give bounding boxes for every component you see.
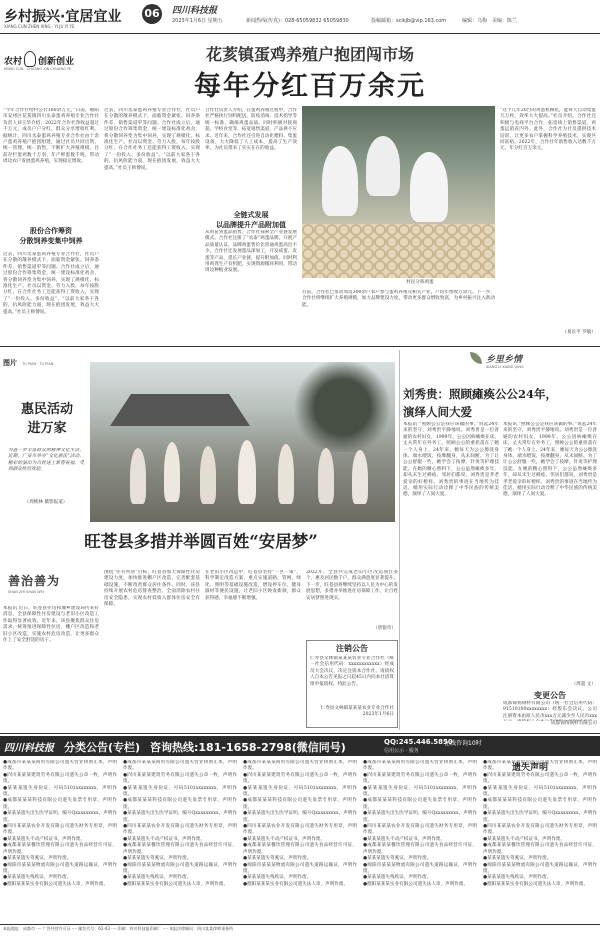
classified-item: ●绵阳市某某某物流有限公司遗失道路运输证，声明作废。 bbox=[123, 862, 237, 874]
culture-title-line2: 进万家 bbox=[27, 421, 67, 436]
housing-badge bbox=[4, 566, 92, 602]
classified-item: ●某某某遗失驾驶证，声明作废。 bbox=[483, 856, 552, 862]
page-footer: 本报地址：成都市 ···· 广告经营许可证 ···· 邮发代号：61-43 ···· 印刷：四川科技报印刷厂 ···· 本报法律顾问：四川某某律师事务所 bbox=[3, 926, 234, 931]
housing-col4: 2022年，全县共完成老旧小区改造项目多个，惠及居民数千户，群众满意度显著提升。下一步，旺苍县将继续坚持以人民为中心的发展思想，多措并举推进住房保障工作，让百姓安居梦照进现实。 bbox=[306, 570, 398, 601]
classified-item: ●某某某遗失残疾证，声明作废。 bbox=[243, 875, 312, 881]
classified-item: ●成都市某某某商贸有限公司遗失营业执照正本，声明作废。 bbox=[363, 760, 477, 772]
classified-item: ●某某某遗失不动产权证书，声明作废。 bbox=[3, 836, 86, 842]
classified-item: ●成都某某某科技有限公司遗失发票专用章，声明作废。 bbox=[123, 798, 237, 810]
classified-item: ●某某某遗失驾驶证，声明作废。 bbox=[363, 856, 432, 862]
xiangli-headline-line2: 演绎人间大爱 bbox=[403, 405, 472, 419]
housing-col1: 本报讯 近日，旺苍县住房和城乡建设局传来好消息，全县保障性住房建设与老旧小区改造工作取得显著成效。近年来，该县聚焦群众住房需求，统筹推进保障性住房、棚户区改造和老旧小区改造，实施农村危房改造，让更多群众住上了安全舒适的房子。 bbox=[3, 606, 99, 644]
notice-cancel-date: 2023年1月6日 bbox=[362, 712, 394, 718]
column-label-line2: 创新创业 bbox=[38, 57, 75, 67]
classified-item: ●某某某遗失残疾证，声明作废。 bbox=[363, 875, 432, 881]
classified-item: ●成都某某某餐饮管理有限公司遗失食品经营许可证，声明作废。 bbox=[243, 843, 357, 855]
classified-item: ●四川某某某农业开发有限公司遗失财务专用章，声明作废。 bbox=[123, 824, 237, 836]
classified-item: ●德阳某某某实业有限公司遗失法人章，声明作废。 bbox=[363, 881, 469, 887]
classified-section-title: 遗失声明 bbox=[511, 763, 548, 773]
housing-badge-pinyin: SHAN ZHI SHAN WEI bbox=[8, 590, 44, 594]
dancer-figure bbox=[200, 446, 216, 504]
photo-strip-title: 图片 bbox=[3, 359, 17, 367]
housing-col2: 围绕“住有所居”目标，旺苍县加大保障性住房建设力度，加快推进棚户区改造，完善配套基础设施，不断改善群众居住条件。同时，该县持续开展农村危房排查整治，全面消除农村住房安全隐患，实现农村低收入群体住房安全有保障。 bbox=[104, 570, 200, 608]
classified-bar bbox=[0, 736, 600, 756]
lead-subhead1 bbox=[3, 226, 99, 246]
dancer-figure bbox=[318, 448, 334, 504]
classified-item: ●德阳某某某实业有限公司遗失法人章，声明作废。 bbox=[3, 881, 109, 887]
classified-item: ●某某某遗失身份证，号码5101xxxxxxxx，声明作废。 bbox=[123, 785, 237, 798]
dancer-figure bbox=[278, 444, 294, 504]
classified-item: ●四川某某某农业开发有限公司遗失财务专用章，声明作废。 bbox=[243, 824, 357, 836]
classified-item: ●成都某某某科技有限公司遗失发票专用章，声明作废。 bbox=[3, 798, 117, 810]
leaf-icon bbox=[470, 352, 482, 364]
masthead bbox=[0, 0, 600, 42]
classified-item: ●某某某遗失出生医学证明，编号Qxxxxxxxxx，声明作废。 bbox=[363, 811, 477, 823]
notice-cancel-title: 注销公告 bbox=[336, 643, 368, 653]
classified-item: ●成都某某某科技有限公司遗失发票专用章，声明作废。 bbox=[483, 798, 597, 810]
classified-item: ●四川某某某农业开发有限公司遗失财务专用章，声明作废。 bbox=[483, 824, 597, 836]
classified-item: ●某某某遗失出生医学证明，编号Qxxxxxxxxx，声明作废。 bbox=[123, 811, 237, 823]
notice-cancel bbox=[306, 640, 398, 728]
lead-photo bbox=[302, 106, 495, 278]
classified-item: ●某某某遗失身份证，号码5101xxxxxxxx，声明作废。 bbox=[363, 785, 477, 798]
classified-item: ●某某某遗失不动产权证书，声明作废。 bbox=[483, 836, 566, 842]
lead-col3b: 从鸡苗到蛋品销售，合作社探索全产业链发展模式。合作社注册了“丞泰”鸡蛋品牌，开展产品质量认证，品牌鸡蛋售价比普通鸡蛋高出不少。合作社还发展蛋品深加工，开发咸蛋、皮蛋等产品，延长产业链，提升附加值。同时利用鸡粪生产有机肥，实现资源循环利用，带动周边种植业发展。 bbox=[205, 230, 297, 274]
lead-headline: 每年分红百万余元 bbox=[194, 71, 426, 102]
news-hotline: 新闻热线(传真)：028-65059832 65059830 bbox=[246, 18, 349, 24]
notice-change bbox=[503, 690, 597, 730]
classified-item: ●某某某遗失驾驶证，声明作废。 bbox=[3, 856, 72, 862]
dancer-figure bbox=[238, 440, 256, 504]
column-label-pinyin: NONG CUN · CHUANG XIN CHUANG YE bbox=[4, 67, 72, 71]
classified-item: ●某某某遗失不动产权证书，声明作废。 bbox=[363, 836, 446, 842]
paper-name: 四川科技报 bbox=[172, 6, 218, 16]
classified-item: ●四川某某某建筑劳务有限公司遗失公章一枚，声明作废。 bbox=[243, 772, 357, 785]
tree bbox=[290, 362, 395, 452]
classified-item: ●某某某遗失身份证，号码5101xxxxxxxx，声明作废。 bbox=[243, 785, 357, 798]
section-pinyin: XIANG CUN ZHEN XING · YI JU YI YE bbox=[4, 24, 75, 29]
designer: 美编：陈兰 bbox=[492, 18, 518, 24]
notice-change-footer: 成都锦扬钢材有限公司 bbox=[551, 721, 597, 726]
lead-col3: 合作社负责人介绍，在蛋鸡养殖过程中，合作社严格执行饲料配送、防疫消毒、技术指导等统一标准，确保鸡蛋品质。同时积极对接商超、学校食堂等，拓宽销售渠道，产品供不应求。近年来，合作社还引进自动化喂料、集蛋设备，大大降低了人工成本，提高了生产效率，为社员带来了实实在在的收益。 bbox=[205, 108, 297, 152]
classified-item: ●某某某遗失驾驶证，声明作废。 bbox=[243, 856, 312, 862]
classified-item: ●德阳某某某实业有限公司遗失法人章，声明作废。 bbox=[483, 881, 589, 887]
classified-item: ●某某某遗失出生医学证明，编号Qxxxxxxxxx，声明作废。 bbox=[483, 811, 597, 823]
notice-cancel-text: 仁寿县文林镇某某某农业专业合作社（统一社会信用代码：xxxxxxxxxxxx）经成员大会决议，决定注销本合作社。请债权人自本公告见报之日起45日内向本社清算组申报债权。特此公告。 bbox=[310, 656, 394, 687]
dancer-figure bbox=[352, 450, 368, 504]
classified-item: ●绵阳市某某某物流有限公司遗失道路运输证，声明作废。 bbox=[3, 862, 117, 874]
classified-list bbox=[3, 760, 597, 922]
classified-item: ●某某某遗失残疾证，声明作废。 bbox=[123, 875, 192, 881]
lead-col2: 过去，四川丞泰蛋鸡养殖专业合作社，社员户在分散的散养模式下，面临资金紧张、饲养条件差、销售渠道窄等问题。合作社成立后，通过股份合作筹集资金，统一建设标准化鸡舍，将分散饲养变为集中饲养，实现了规模化、标准化生产。社员以资金、劳力入股，每年按股分红，在合作社务工还能获得工资收入，实现了“一份投入、多份收益”。“以前大家各干各的，抗风险能力弱，现在抱团发展，效益大大提高。”社员王师傅说。 bbox=[104, 108, 200, 171]
housing-badge-text: 善治善为 bbox=[8, 574, 61, 588]
classified-item: ●成都某某某餐饮管理有限公司遗失食品经营许可证，声明作废。 bbox=[123, 843, 237, 855]
housing-headline: 旺苍县多措并举圆百姓“安居梦” bbox=[84, 532, 318, 551]
classified-item: ●德阳某某某实业有限公司遗失法人章，声明作废。 bbox=[123, 881, 229, 887]
lead-subhead2-line2: 以品牌提升产品附加值 bbox=[216, 221, 286, 229]
lead-photo-caption: 村民分拣鸡蛋 bbox=[406, 280, 434, 285]
classified-qq: QQ:245.446.5850 bbox=[384, 738, 453, 746]
classified-item: ●某某某遗失身份证，号码5101xxxxxxxx，声明作废。 bbox=[483, 785, 597, 798]
classified-item: ●某某某遗失残疾证，声明作废。 bbox=[3, 875, 72, 881]
lead-subhead1-line1: 股份合作筹资 bbox=[30, 227, 72, 235]
lightbulb-icon bbox=[24, 51, 36, 67]
classified-item: ●某某某遗失残疾证，声明作废。 bbox=[483, 875, 552, 881]
culture-title bbox=[8, 398, 86, 436]
issue-date: 2023年1月6日 星期五 bbox=[172, 18, 223, 24]
lead-col5: “这个几年20台的鸡蛋机械化，能每天自动集蛋几万枚，效率大大提高。”社员介绍。合作社还积极与电商平台合作，拓宽线上销售渠道，鸡蛋远销省内外。此外，合作社为社员提供技术培训，让更多农户掌握科学养殖技术，实现共同富裕。2022年，合作社年销售收入达数千万元，年分红百万余元。 bbox=[500, 108, 596, 152]
lead-subhead1-line2: 分散饲养变集中饲养 bbox=[19, 237, 83, 245]
notice-cancel-footer: 仁寿县文林镇某某某农业专业合作社 bbox=[320, 706, 394, 711]
photo-strip-label bbox=[3, 350, 53, 369]
housing-col3: 在老旧小区改造中，旺苍县坚持“一区一策”，科学制定改造方案，重点实施道路、管网、绿化、照明等基础设施改造，增设停车位、健身器材等便民设施，让老旧小区焕发新颜，群众获得感、幸福感不断增强。 bbox=[205, 570, 301, 601]
classified-hotline: 咨询热线:181-1658-2798(微信同号) bbox=[150, 741, 346, 754]
lead-col1b: 过去，四川丞泰蛋鸡养殖专业合作社，社员户在分散的散养模式下，面临资金紧张、饲养条件差、销售渠道窄等问题。合作社成立后，通过股份合作筹集资金，统一建设标准化鸡舍，将分散饲养变为集中饲养，实现了规模化、标准化生产。社员以资金、劳力入股，每年按股分红，在合作社务工还能获得工资收入，实现了“一份投入、多份收益”。“以前大家各干各的，抗风险能力弱，现在抱团发展，效益大大提高。”社员王师傅说。 bbox=[3, 252, 99, 315]
xiangli-label-pinyin: XIANG LI XIANG QING bbox=[486, 365, 524, 369]
culture-photo bbox=[90, 362, 395, 522]
classified-item: ●成都市某某某商贸有限公司遗失营业执照正本，声明作废。 bbox=[483, 760, 597, 772]
classified-item: ●成都市某某某商贸有限公司遗失营业执照正本，声明作废。 bbox=[243, 760, 357, 772]
classified-label: 分类公告(专栏) bbox=[64, 741, 141, 754]
submit-email: 投稿邮箱：scikjb@vip.163.com bbox=[371, 18, 447, 24]
classified-item: ●成都市某某某商贸有限公司遗失营业执照正本，声明作废。 bbox=[3, 760, 117, 772]
xiangli-label-text: 乡里乡情 bbox=[486, 355, 523, 365]
worker-figure bbox=[366, 136, 400, 196]
lead-col1: “今年合作社给村公社100余万元，”日前，绵阳市安州区花荄镇四川丞泰蛋鸡养殖专业合作社负责人刘玉华介绍，2022年合作社净收益超过千万元，成员户户分红，群众分享增收红利。据统计，四川丞泰蛋鸡养殖专业合作社由十余户蛋鸡养殖户抱团组建，通过社员共同出资、统一管理、统一销售，不断扩大养殖规模，目前存栏蛋鸡数十万羽，年产鲜蛋数千吨，带动周边农户发展蛋鸡养殖，实现稳定增收。 bbox=[3, 108, 99, 165]
classified-item: ●四川某某某建筑劳务有限公司遗失公章一枚，声明作废。 bbox=[3, 772, 117, 785]
dancer-figure bbox=[130, 448, 146, 504]
notice-change-text: 成都锦扬钢材有限公司（统一社会信用代码：91510100xxxxxxxx）经股东会决议，公司注册资本由原人民币xxx万元减少至人民币xxx bbox=[503, 701, 597, 719]
photo-strip-pinyin: TU PIAN · TU PIAN bbox=[22, 362, 54, 366]
classified-item: ●成都某某某餐饮管理有限公司遗失食品经营许可证，声明作废。 bbox=[363, 843, 477, 855]
classified-item: ●成都市某某某商贸有限公司遗失营业执照正本，声明作废。 bbox=[123, 760, 237, 772]
classified-extra: 在线咨询10时 bbox=[444, 740, 482, 747]
dancer-figure bbox=[164, 442, 180, 502]
classified-item: ●某某某遗失出生医学证明，编号Qxxxxxxxxx，声明作废。 bbox=[3, 811, 117, 823]
classified-item: ●某某某遗失驾驶证，声明作废。 bbox=[123, 856, 192, 862]
lead-col4: 目前，合作社已带动周边300余户农户参与蛋鸡养殖及相关产业，户均年增收万余元。下一步，合作社将继续扩大养殖规模，加大品牌建设力度，带动更多群众增收致富，为乡村振兴注入新动能。 bbox=[302, 290, 495, 308]
lead-kicker: 花荄镇蛋鸡养殖户抱团闯市场 bbox=[205, 45, 414, 64]
classified-item: ●四川某某某建筑劳务有限公司遗失公章一枚，声明作废。 bbox=[123, 772, 237, 785]
classified-item: ●某某某遗失身份证，号码5101xxxxxxxx，声明作废。 bbox=[3, 785, 117, 798]
culture-credit: （周桃林 摄影报道） bbox=[24, 500, 68, 505]
worker-figure bbox=[410, 152, 448, 222]
column-label-line1: 农村 bbox=[4, 57, 23, 67]
page-number: 06 bbox=[142, 4, 162, 24]
column-label bbox=[2, 48, 102, 76]
classified-item: ●某某某遗失不动产权证书，声明作废。 bbox=[243, 836, 326, 842]
temple-roof bbox=[110, 386, 250, 426]
culture-caption: 为进一步丰富群众的精神文化生活，近期，广安市举办“文化惠民”活动，精彩的演出为百姓送上新春祝福，受到群众热烈欢迎。 bbox=[8, 448, 84, 473]
classified-item: ●绵阳市某某某物流有限公司遗失道路运输证，声明作废。 bbox=[483, 862, 597, 874]
lead-byline: （易长平 罗敏） bbox=[562, 330, 596, 335]
xiangli-headline-line1: 刘秀贵：照顾瘫痪公公24年， bbox=[403, 387, 558, 401]
classified-item: ●成都某某某餐饮管理有限公司遗失食品经营许可证，声明作废。 bbox=[483, 843, 597, 855]
classified-item: ●绵阳市某某某物流有限公司遗失道路运输证，声明作废。 bbox=[363, 862, 477, 874]
xiangli-headline bbox=[403, 386, 599, 420]
classified-item: ●四川某某某建筑劳务有限公司遗失公章一枚，声明作废。 bbox=[483, 772, 597, 785]
notice-change-title: 变更公告 bbox=[534, 690, 566, 700]
lead-subhead2-line1: 全链式发展 bbox=[233, 211, 269, 219]
xiangli-col1: 本报讯 “照顾公公是我应该做的事。”说起24年来的坚守，刘秀贵平静地说。刘秀贵是一位普通的农村妇女，1999年，公公因病瘫痪在床，丈夫常年在外务工，照顾公公的重担落在了她一个人身上。24年来，她每天为公公擦洗身体、端水喂饭、按摩翻身，从未间断。为了让公公舒服一些，她学会了按摩、针灸等护理技能。在她的精心照料下，公公虽然瘫痪多年，却从未生过褥疮。邻居们都说，刘秀贵是孝老爱亲的好榜样。刘秀贵的事迹在当地传为佳话，她用实际行动诠释了中华民族的传统美德，演绎了人间大爱。 bbox=[403, 422, 499, 498]
classified-item: ●四川某某某农业开发有限公司遗失财务专用章，声明作废。 bbox=[3, 824, 117, 836]
xiangli-col2: 本报讯 “照顾公公是我应该做的事。”说起24年来的坚守，刘秀贵平静地说。刘秀贵是一位普通的农村妇女，1999年，公公因病瘫痪在床，丈夫常年在外务工，照顾公公的重担落在了她一个人身上。24年来，她每天为公公擦洗身体、端水喂饭、按摩翻身，从未间断。为了让公公舒服一些，她学会了按摩、针灸等护理技能。在她的精心照料下，公公虽然瘫痪多年，却从未生过褥疮。邻居们都说，刘秀贵是孝老爱亲的好榜样。刘秀贵的事迹在当地传为佳话，她用实际行动诠释了中华民族的传统美德，演绎了人间大爱。 bbox=[503, 422, 597, 498]
xiangli-byline: （周超 文） bbox=[571, 682, 596, 687]
classified-item: ●德阳某某某实业有限公司遗失法人章，声明作废。 bbox=[243, 881, 349, 887]
classified-item: ●成都某某某科技有限公司遗失发票专用章，声明作废。 bbox=[243, 798, 357, 810]
housing-byline: （唐银奇） bbox=[373, 626, 396, 631]
classified-item: ●成都某某某餐饮管理有限公司遗失食品经营许可证，声明作废。 bbox=[3, 843, 117, 855]
xiangli-label bbox=[470, 350, 560, 380]
culture-title-line1: 惠民活动 bbox=[20, 402, 73, 417]
classified-service: 信用公示 · 服务 bbox=[384, 748, 419, 754]
classified-item: ●某某某遗失出生医学证明，编号Qxxxxxxxxx，声明作废。 bbox=[243, 811, 357, 823]
classified-item: ●某某某遗失不动产权证书，声明作废。 bbox=[123, 836, 206, 842]
section-title: 乡村振兴·宜居宜业 bbox=[4, 9, 122, 25]
lead-subhead2 bbox=[205, 210, 297, 230]
classified-item: ●绵阳市某某某物流有限公司遗失道路运输证，声明作废。 bbox=[243, 862, 357, 874]
worker-figure bbox=[322, 146, 358, 216]
egg-tray bbox=[302, 224, 495, 278]
classified-item: ●四川某某某农业开发有限公司遗失财务专用章，声明作废。 bbox=[363, 824, 477, 836]
classified-item: ●四川某某某建筑劳务有限公司遗失公章一枚，声明作废。 bbox=[363, 772, 477, 785]
classified-item: ●成都某某某科技有限公司遗失发票专用章，声明作废。 bbox=[363, 798, 477, 810]
classified-paper-name: 四川科技报 bbox=[4, 743, 54, 754]
editor: 编辑：乌梅 bbox=[462, 18, 488, 24]
